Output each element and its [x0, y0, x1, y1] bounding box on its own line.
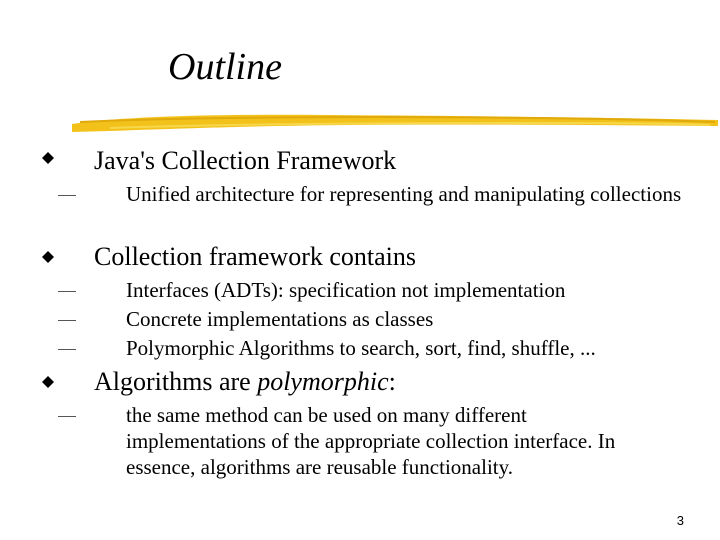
dash-bullet-icon: [58, 320, 76, 321]
sub-bullet-text: Interfaces (ADTs): specification not implementation: [126, 278, 566, 302]
bullet-text-italic: polymorphic: [257, 367, 389, 396]
bullet-text: Java's Collection Framework: [94, 146, 397, 175]
sub-bullet-text: Polymorphic Algorithms to search, sort, find, shuffle, ...: [126, 336, 596, 360]
sub-bullet-text: Concrete implementations as classes: [126, 307, 434, 331]
dash-bullet-icon: [58, 349, 76, 350]
title-underline-brush: [70, 108, 720, 136]
bullet-text-end: :: [388, 367, 396, 396]
dash-bullet-icon: [58, 195, 76, 196]
page-number: 3: [676, 513, 684, 528]
sub-bullet-text: the same method can be used on many different implementations of the appropriate collection interface. In essence, algorithms are reusable functionality.: [126, 403, 616, 479]
bullet-text-plain: Algorithms are: [94, 367, 258, 396]
slide-title: Outline: [168, 46, 282, 88]
sub-bullet-text: Unified architecture for representing and manipulating collections: [126, 182, 682, 206]
diamond-bullet-icon: [42, 376, 54, 388]
diamond-bullet-icon: [42, 152, 54, 164]
dash-bullet-icon: [58, 291, 76, 292]
bullet-text: Collection framework contains: [94, 242, 417, 271]
dash-bullet-icon: [58, 416, 76, 417]
diamond-bullet-icon: [42, 251, 54, 263]
bullet-text: [94, 367, 396, 397]
